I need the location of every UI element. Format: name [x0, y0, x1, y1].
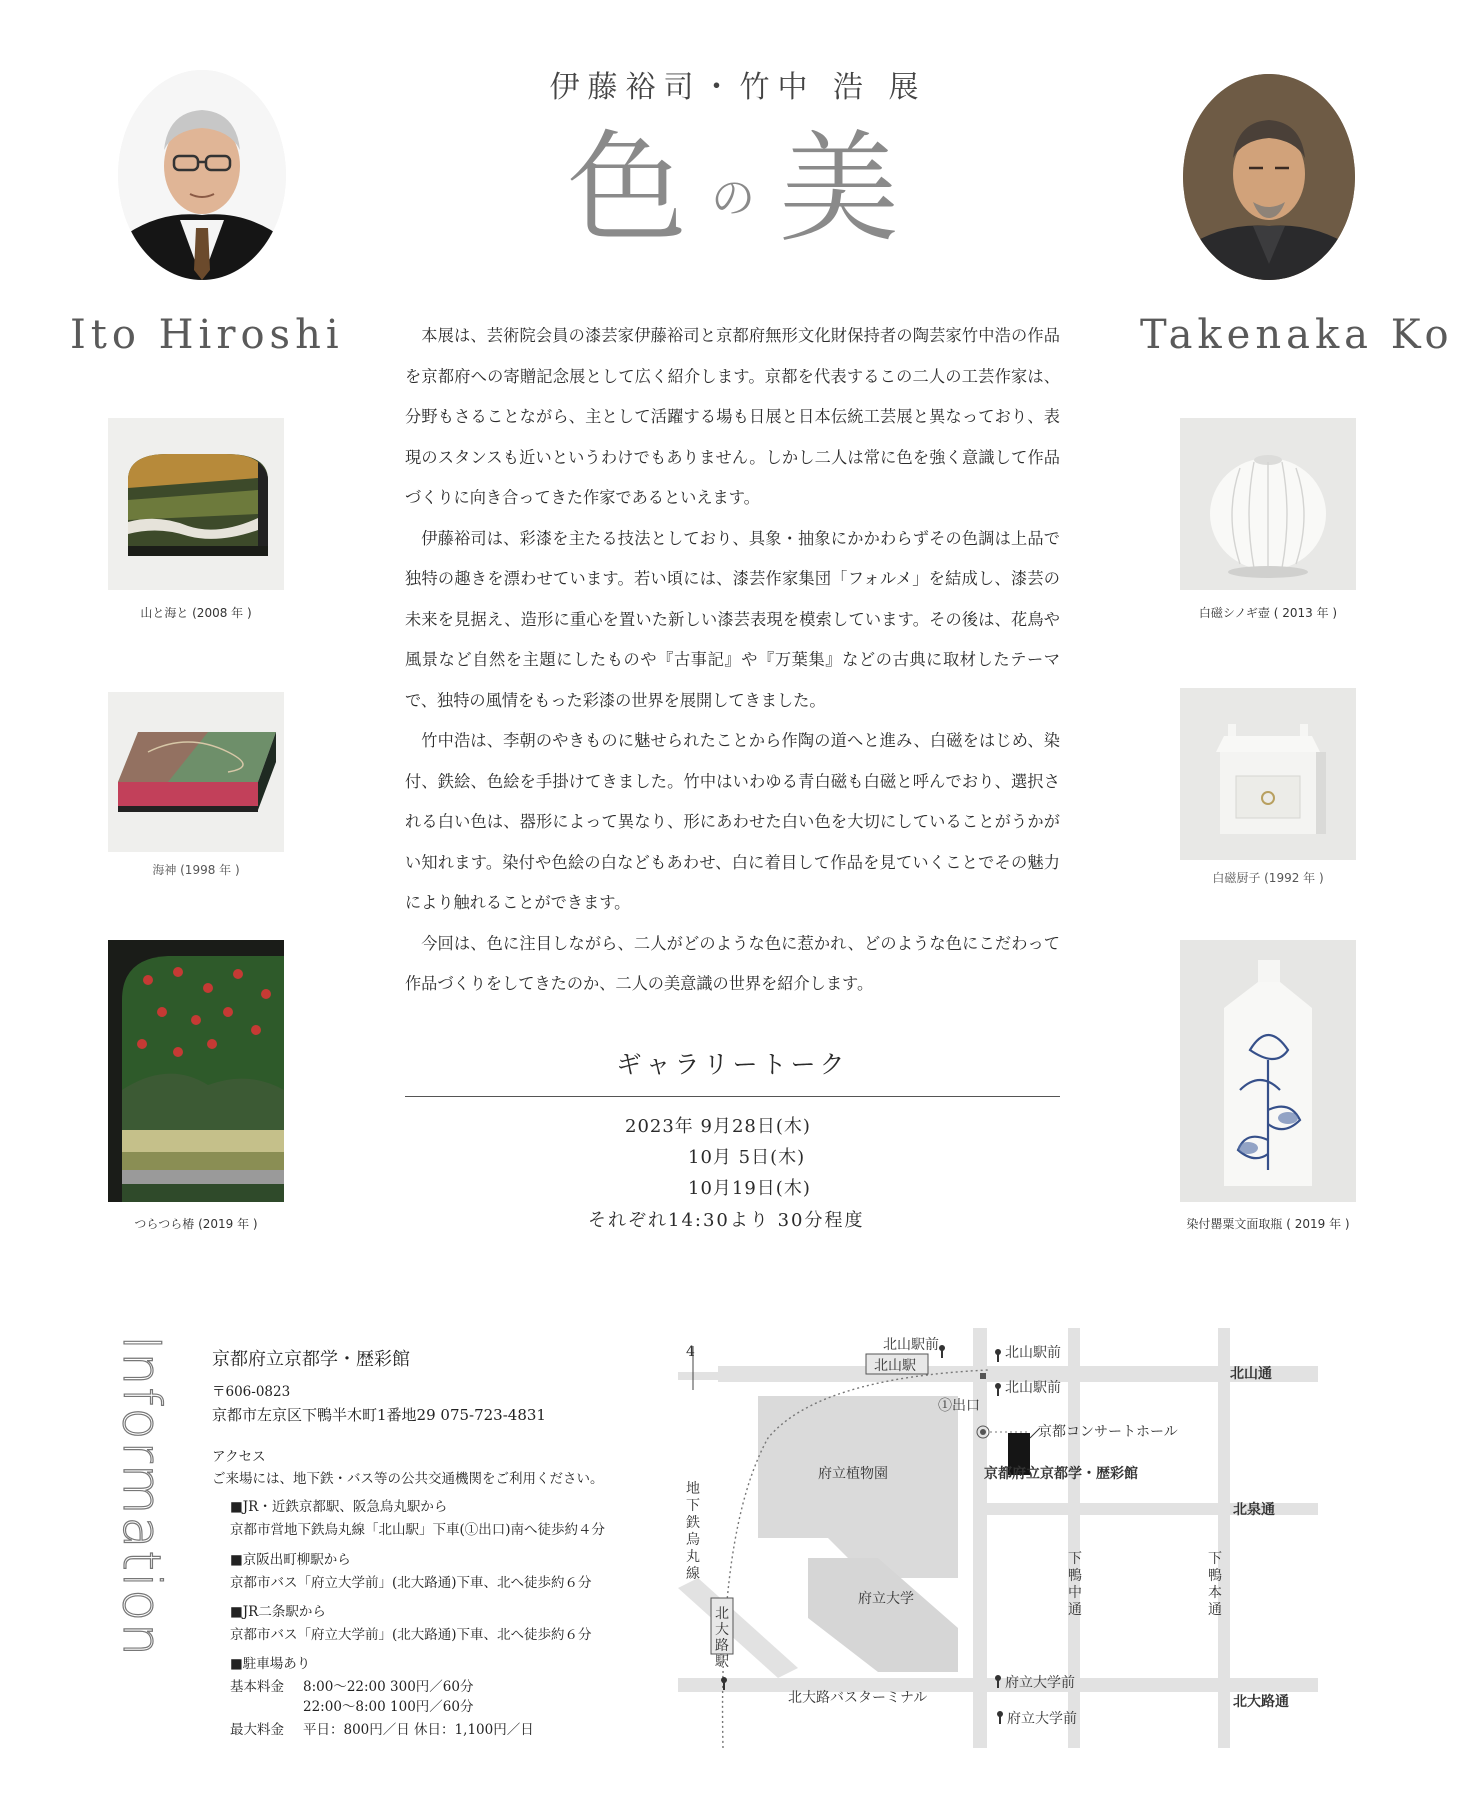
map-label-shimogamo-naka: 下鴨中通: [1068, 1551, 1082, 1618]
intro-paragraph: 竹中浩は、李朝のやきものに魅せられたことから作陶の道へと進み、白磁をはじめ、染付、鉄絵、色絵を手掛けてきました。竹中はいわゆる青白磁も白磁と呼んでおり、選択される白い色は、器形によって異なり、形にあわせた白い色を大切にしていることがうかがい知れます。染付や色絵の白などもあわせ、白に着目して作品を見ていくことでその魅力により触れることができます。: [405, 731, 1060, 912]
title-char-no: の: [711, 172, 765, 224]
artwork-caption: つらつら椿 (2019 年 ): [134, 1217, 258, 1231]
artwork-sometsuke-keshi-bin: [1180, 940, 1356, 1202]
artwork-hakuji-shinogi-tsubo: [1180, 418, 1356, 590]
information-heading: [108, 1335, 168, 1735]
map-label-kitayama-dori: 北山通: [1230, 1366, 1272, 1382]
map-label-kitayama-bus2: 北山駅前: [1005, 1380, 1061, 1396]
exhibition-subtitle: 伊藤裕司・竹中 浩 展: [549, 70, 927, 105]
gallery-talk-title: ギャラリートーク: [616, 1050, 849, 1079]
svg-text:Information: Information: [111, 1335, 168, 1659]
map-label-kitayama-station: 北山駅: [874, 1358, 916, 1374]
max-fee-label: 最大料金: [230, 1722, 284, 1738]
fee-label: 基本料金: [230, 1679, 284, 1695]
map-label-venue: 京都府立京都学・歴彩館: [984, 1466, 1138, 1482]
access-map: [678, 1328, 1318, 1748]
map-label-kitayama-station-top: 北山駅前: [883, 1337, 939, 1353]
talk-time: それぞれ14:30より 30分程度: [588, 1210, 865, 1231]
intro-paragraph: 本展は、芸術院会員の漆芸家伊藤裕司と京都府無形文化財保持者の陶芸家竹中浩の作品を京都府への寄贈記念展として広く紹介します。京都を代表するこの二人の工芸作家は、分野もさることながら、主として活躍する場も日展と日本伝統工芸展と異なっており、表現のスタンスも近いというわけでもありません。しかし二人は常に色を強く意識して作品づくりに向き合ってきた作家であるといえます。: [405, 326, 1060, 507]
map-label-shimogamo-hon: 下鴨本通: [1208, 1551, 1222, 1618]
map-label-kitaoji-dori: 北大路通: [1233, 1694, 1289, 1710]
map-label-concert-hall: 京都コンサートホール: [1038, 1424, 1178, 1440]
route-text: 京都市営地下鉄烏丸線「北山駅」下車(①出口)南へ徒歩約４分: [230, 1522, 606, 1538]
map-label-kitayama-bus1: 北山駅前: [1005, 1345, 1061, 1361]
map-label-univ-bus2: 府立大学前: [1007, 1711, 1077, 1727]
intro-text: [405, 316, 1060, 1005]
title-char-color: 色: [567, 120, 697, 259]
fee-line: 8:00〜22:00 300円／60分: [303, 1679, 474, 1695]
title-char-beauty: 美: [779, 120, 909, 259]
talk-date: 10月19日(木): [688, 1178, 811, 1199]
talk-date: 10月 5日(木): [688, 1147, 806, 1168]
artwork-tsuratsura-tsubaki: [108, 940, 284, 1202]
access-title: アクセス: [212, 1449, 266, 1465]
artwork-caption: 海神 (1998 年 ): [152, 863, 240, 877]
map-label-kitaoji-bus: 北大路バスターミナル: [788, 1690, 928, 1706]
route-title: ■京阪出町柳駅から: [230, 1552, 351, 1568]
artwork-caption: 山と海と (2008 年 ): [140, 606, 252, 620]
map-label-exit: ①出口: [938, 1398, 980, 1414]
map-label-kitaoji-station: 北大路駅: [715, 1606, 729, 1670]
map-label-university: 府立大学: [858, 1591, 914, 1607]
portrait-takenaka-ko: [1183, 74, 1355, 280]
map-label-botanical: 府立植物園: [818, 1466, 888, 1482]
artwork-yama-to-umi-to: [108, 418, 284, 590]
talk-date: 2023年 9月28日(木): [625, 1116, 811, 1137]
map-label-subway: 地下鉄烏丸線: [686, 1481, 700, 1582]
venue-name: 京都府立京都学・歴彩館: [212, 1349, 410, 1370]
artist-name-left: Ito Hiroshi: [70, 312, 344, 358]
artwork-caption: 白磁シノギ壺 ( 2013 年 ): [1198, 606, 1338, 620]
fee-line: 22:00〜8:00 100円／60分: [303, 1699, 474, 1715]
intro-paragraph: 伊藤裕司は、彩漆を主たる技法としており、具象・抽象にかかわらずその色調は上品で独特の趣きを漂わせています。若い頃には、漆芸作家集団「フォルメ」を結成し、漆芸の未来を見据え、造形に重心を置いた新しい漆芸表現を模索しています。その後は、花鳥や風景など自然を主題にしたものや『古事記』や『万葉集』などの古典に取材したテーマで、独特の風情をもった彩漆の世界を展開してきました。: [405, 528, 1060, 710]
artwork-caption: 白磁厨子 (1992 年 ): [1212, 871, 1324, 885]
access-note: ご来場には、地下鉄・バス等の公共交通機関をご利用ください。: [212, 1471, 604, 1487]
route-text: 京都市バス「府立大学前」(北大路通)下車、北へ徒歩約６分: [230, 1627, 592, 1643]
portrait-ito-hiroshi: [118, 70, 286, 280]
map-label-kitaizumi: 北泉通: [1233, 1502, 1275, 1518]
artwork-caption: 染付罌粟文面取瓶 ( 2019 年 ): [1186, 1217, 1350, 1231]
route-title: ■JR二条駅から: [230, 1604, 326, 1620]
route-title: ■JR・近鉄京都駅、阪急烏丸駅から: [230, 1499, 448, 1515]
north-mark: 4: [686, 1344, 695, 1360]
route-text: 京都市バス「府立大学前」(北大路通)下車、北へ徒歩約６分: [230, 1575, 592, 1591]
artwork-hakuji-zushi: [1180, 688, 1356, 860]
max-fee-text: 平日：800円／日 休日：1,100円／日: [303, 1722, 534, 1738]
artist-name-right: Takenaka Ko: [1140, 312, 1454, 358]
gallery-talk-divider: [405, 1096, 1060, 1097]
venue-address: 京都市左京区下鴨半木町1番地29 075-723-4831: [212, 1406, 546, 1424]
intro-paragraph: 今回は、色に注目しながら、二人がどのような色に惹かれ、どのような色にこだわって作品づくりをしてきたのか、二人の美意識の世界を紹介します。: [405, 933, 1060, 993]
artwork-kaijin: [108, 692, 284, 852]
postal-code: 〒606-0823: [212, 1384, 291, 1400]
parking-title: ■駐車場あり: [230, 1656, 311, 1672]
map-label-univ-bus1: 府立大学前: [1005, 1675, 1075, 1691]
